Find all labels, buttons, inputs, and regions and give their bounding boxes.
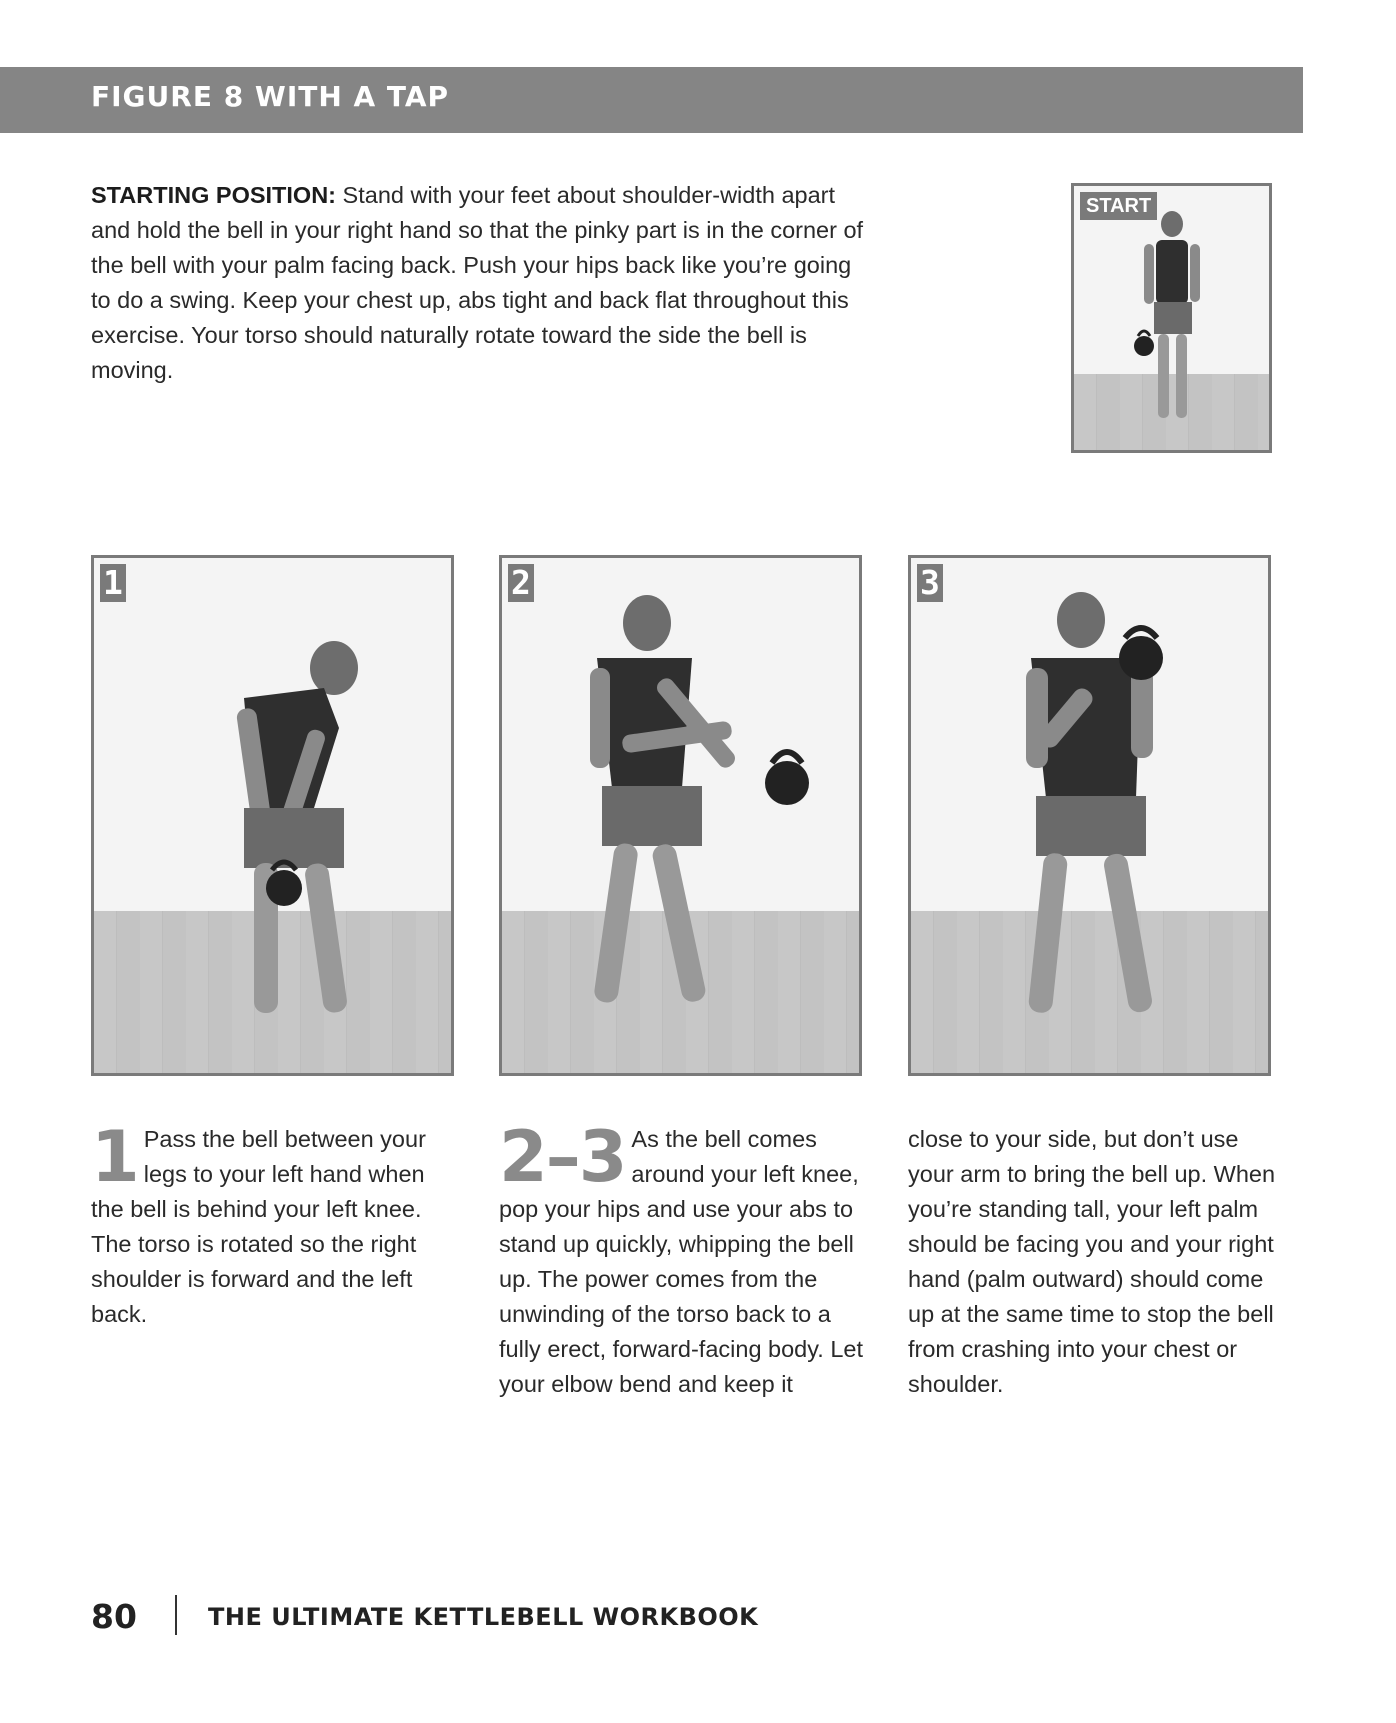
step-1-text-block [91, 1116, 461, 1332]
page-number: 80 [91, 1597, 137, 1636]
step-2-3-text: As the bell comes around your left knee, pop your hips and use your abs to stand up quickly, whipping the bell up. The power comes from the unwinding of the torso back to a fully erect, forward-facing body. Let your elbow bend and keep it [499, 1126, 863, 1397]
book-title: THE ULTIMATE KETTLEBELL WORKBOOK [208, 1603, 759, 1631]
start-photo [1071, 183, 1272, 453]
step-2-3-number: 2–3 [499, 1116, 626, 1198]
step-1-text: Pass the bell between your legs to your left hand when the bell is behind your left knee. The torso is rotated so the right shoulder is forward and the left back. [91, 1126, 426, 1327]
footer-divider [175, 1595, 177, 1635]
starting-position-text: Stand with your feet about shoulder-width apart and hold the bell in your right hand so that the pinky part is in the corner of the bell with your palm facing back. Push your hips back like you’re going to do a swing. Keep your chest up, abs tight and back flat throughout this exercise. Your torso should naturally rotate toward the side the bell is moving. [91, 182, 864, 383]
step-2-badge: 2 [508, 564, 534, 602]
step-1-badge: 1 [100, 564, 126, 602]
step-1-number: 1 [91, 1116, 138, 1198]
step-2-3-continued: close to your side, but don’t use your arm to bring the bell up. When you’re standing tall, your left palm should be facing you and your right hand (palm outward) should come up at the same time to stop the bell from crashing into your chest or shoulder. [908, 1126, 1276, 1397]
starting-position-paragraph [91, 178, 871, 388]
starting-position-label: STARTING POSITION: [91, 182, 337, 208]
step-1-photo [91, 555, 454, 1076]
bent-over-man-figure [94, 558, 451, 1073]
step-2-photo [499, 555, 862, 1076]
step-3-photo [908, 555, 1271, 1076]
standing-man-figure [1074, 186, 1269, 450]
exercise-title: FIGURE 8 WITH A TAP [91, 80, 450, 113]
step-2-3-text-block [499, 1116, 869, 1402]
standing-tall-man-figure [911, 558, 1268, 1073]
rotating-man-figure [502, 558, 859, 1073]
start-badge: START [1080, 192, 1157, 220]
step-2-3-continued-text [908, 1122, 1278, 1402]
step-3-badge: 3 [917, 564, 943, 602]
